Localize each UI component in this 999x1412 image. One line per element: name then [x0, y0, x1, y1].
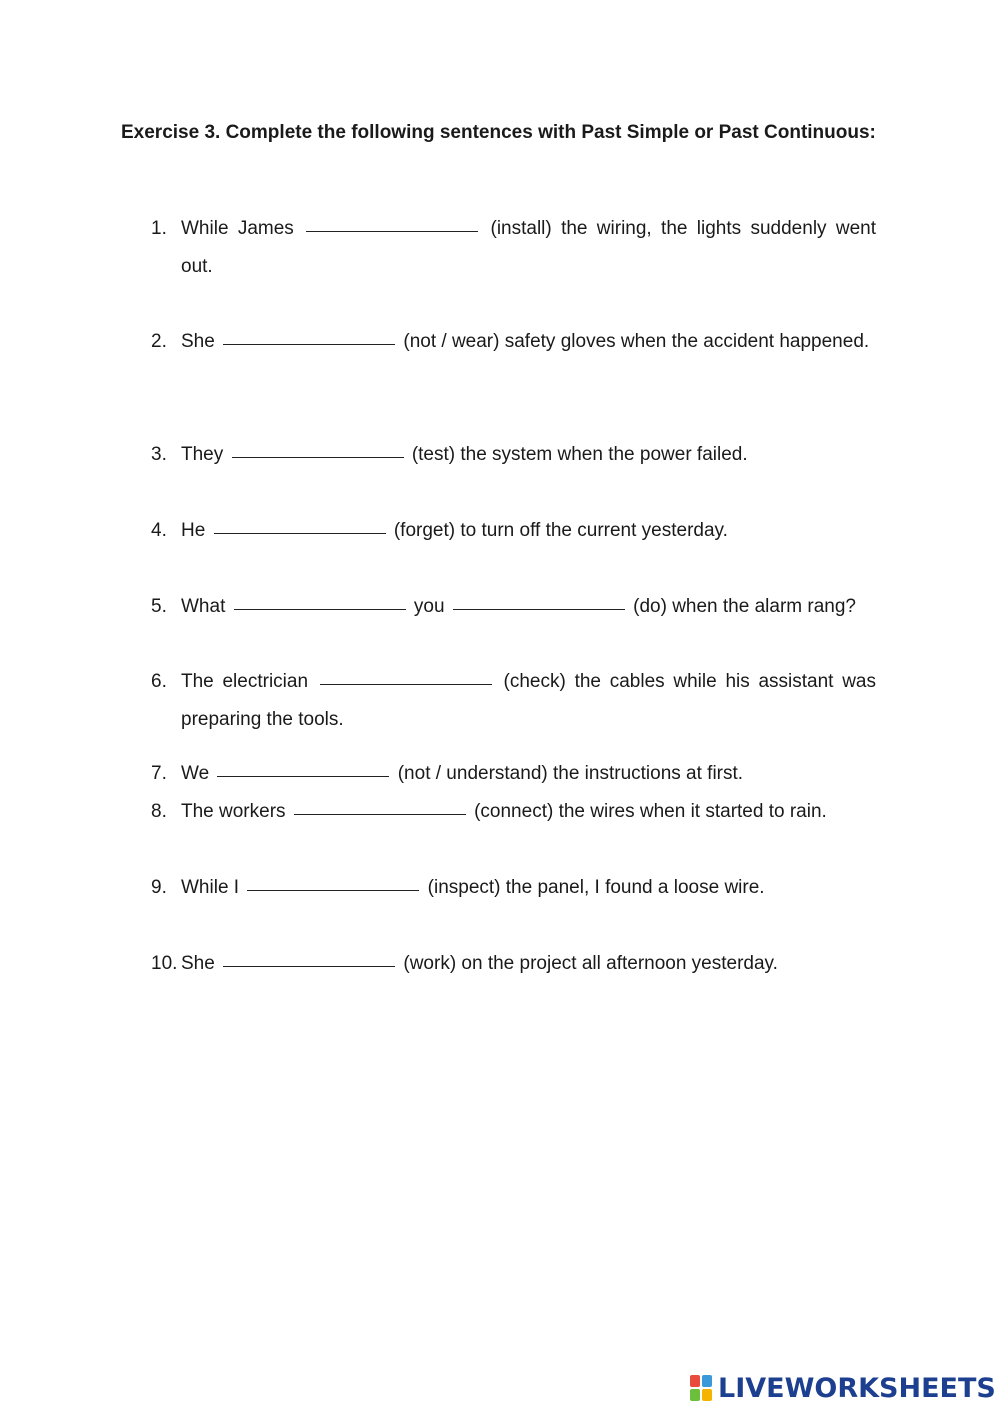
answer-blank[interactable]	[217, 775, 389, 777]
item-text-after: (not / wear) safety gloves when the accident happened.	[403, 331, 870, 352]
answer-blank[interactable]	[247, 889, 419, 891]
item-number: 10.	[151, 953, 178, 974]
item-number: 7.	[151, 763, 167, 784]
answer-blank[interactable]	[223, 343, 395, 345]
liveworksheets-logo	[690, 1370, 996, 1406]
exercise-item-2	[151, 323, 876, 361]
item-text-before: While James	[181, 218, 294, 239]
item-number: 9.	[151, 877, 167, 898]
exercise-item-7	[151, 755, 876, 793]
item-text-before: The workers	[181, 801, 286, 822]
exercise-title: Exercise 3. Complete the following sentences with Past Simple or Past Continuous:	[121, 122, 876, 143]
item-number: 6.	[151, 671, 167, 692]
answer-blank[interactable]	[214, 532, 386, 534]
liveworksheets-logo-icon	[690, 1375, 714, 1401]
item-text-after: (check) the cables while his assistant was preparing the tools.	[181, 671, 876, 730]
answer-blank[interactable]	[306, 230, 478, 232]
answer-blank[interactable]	[320, 683, 492, 685]
exercise-item-5	[151, 588, 876, 626]
logo-square-icon	[690, 1375, 700, 1387]
item-number: 5.	[151, 596, 167, 617]
answer-blank[interactable]	[223, 965, 395, 967]
item-text-before: They	[181, 444, 224, 465]
brand-name: LIVEWORKSHEETS	[718, 1372, 996, 1404]
exercise-item-1	[151, 210, 876, 286]
item-text-after: (test) the system when the power failed.	[411, 444, 748, 465]
answer-blank[interactable]	[234, 608, 406, 610]
logo-square-icon	[702, 1389, 712, 1401]
logo-square-icon	[690, 1389, 700, 1401]
item-text-after: (not / understand) the instructions at first.	[397, 763, 744, 784]
exercise-item-8	[151, 793, 876, 831]
item-text-middle: you	[413, 596, 445, 617]
item-text-before: We	[181, 763, 210, 784]
item-text-before: She	[181, 331, 215, 352]
logo-square-icon	[702, 1375, 712, 1387]
item-text-before: While I	[181, 877, 240, 898]
item-text-before: She	[181, 953, 215, 974]
exercise-item-9	[151, 869, 876, 907]
answer-blank[interactable]	[294, 813, 466, 815]
exercise-item-10	[151, 945, 876, 983]
answer-blank[interactable]	[453, 608, 625, 610]
exercise-item-3	[151, 436, 876, 474]
item-number: 1.	[151, 218, 167, 239]
item-number: 2.	[151, 331, 167, 352]
item-text-before: He	[181, 520, 206, 541]
item-text-after: (inspect) the panel, I found a loose wire.	[427, 877, 765, 898]
item-number: 8.	[151, 801, 167, 822]
item-text-before: What	[181, 596, 226, 617]
item-text-after: (connect) the wires when it started to rain.	[474, 801, 827, 822]
exercise-item-4	[151, 512, 876, 550]
item-number: 4.	[151, 520, 167, 541]
item-number: 3.	[151, 444, 167, 465]
answer-blank[interactable]	[232, 456, 404, 458]
item-text-before: The electrician	[181, 671, 309, 692]
exercise-item-6	[151, 663, 876, 739]
item-text-after: (install) the wiring, the lights suddenly went out.	[181, 218, 877, 277]
item-text-after: (forget) to turn off the current yesterday.	[393, 520, 728, 541]
item-text-after: (do) when the alarm rang?	[633, 596, 856, 617]
item-text-after: (work) on the project all afternoon yesterday.	[403, 953, 778, 974]
